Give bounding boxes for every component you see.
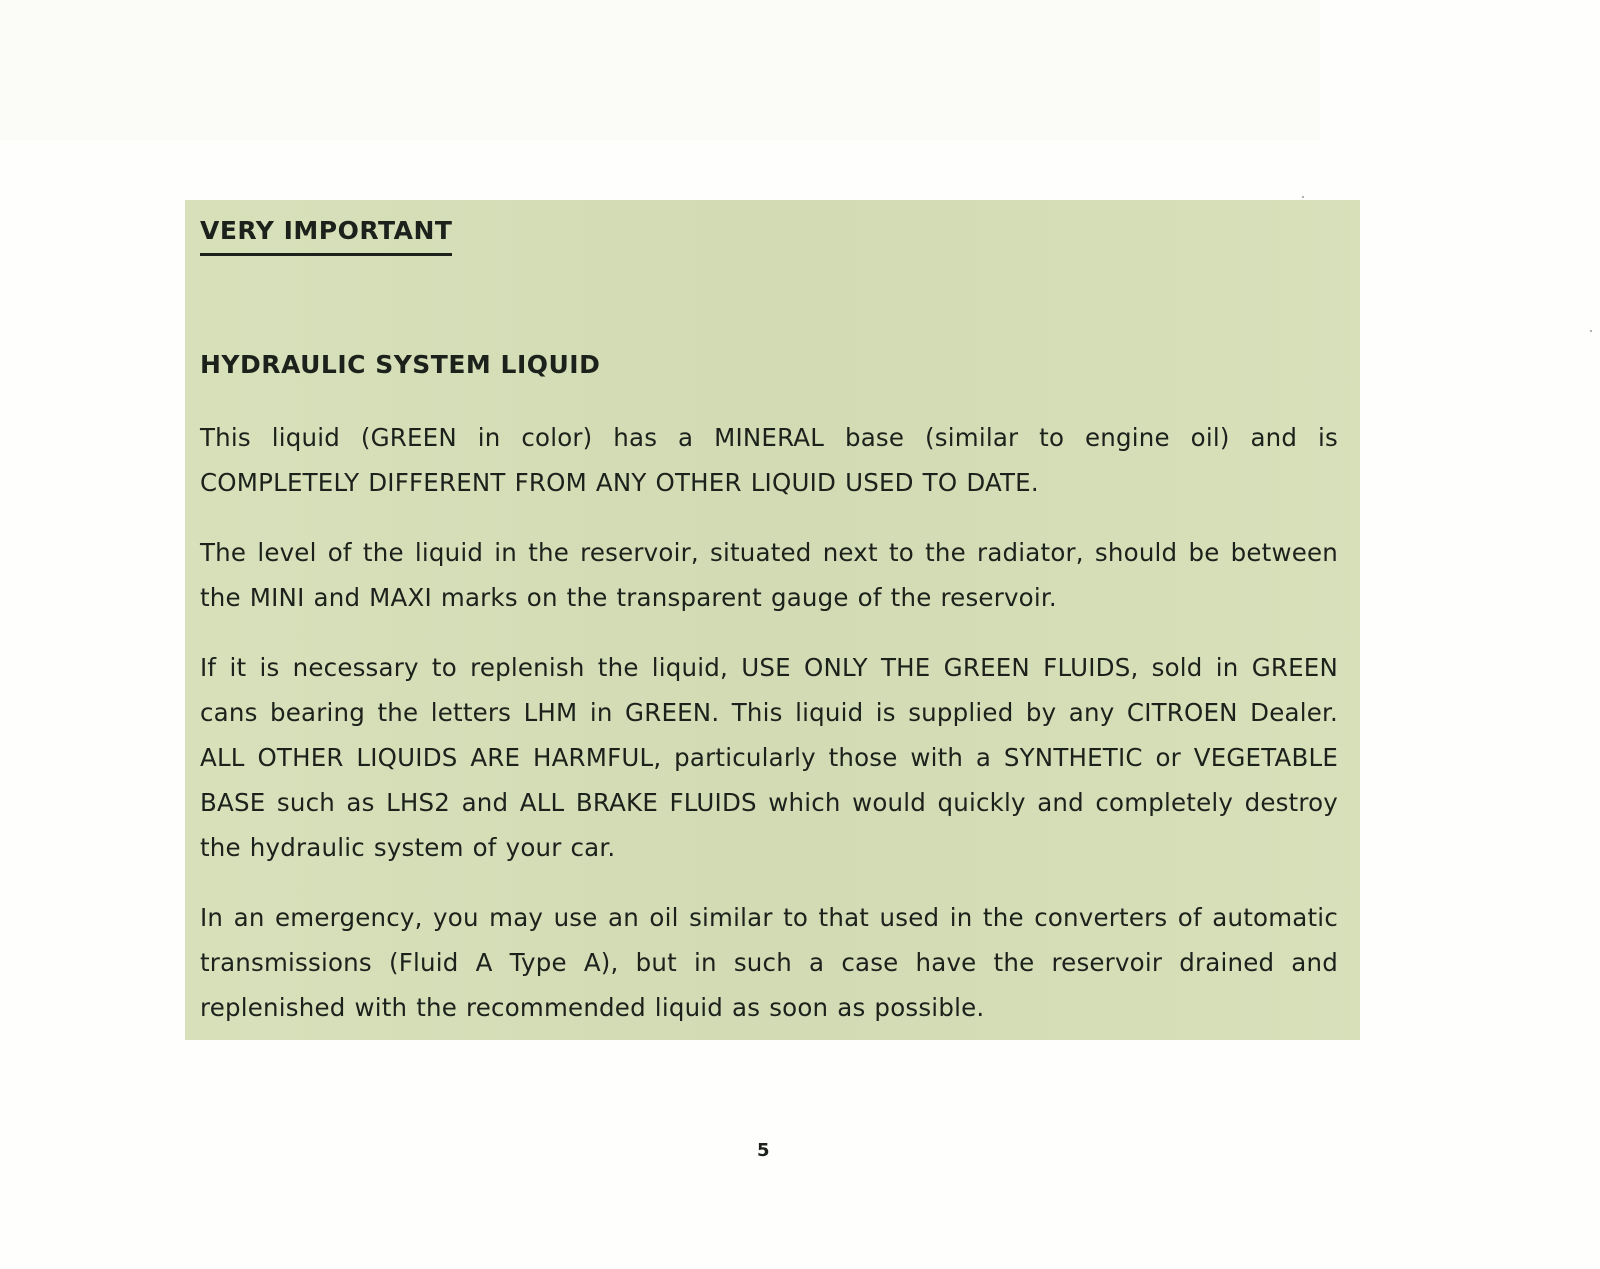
paragraph-emergency: In an emergency, you may use an oil similar to that used in the converters of automatic transmissions (Fluid A Type A), but in such a case have the reservoir drained and replenished with the recommended liquid as soon as possible. [200, 903, 1338, 1022]
notice-body [200, 415, 1338, 1055]
scan-speck [1590, 330, 1592, 332]
scan-speck [1302, 196, 1304, 198]
heading-very-important: VERY IMPORTANT [200, 216, 452, 256]
paragraph-replenish: If it is necessary to replenish the liquid, USE ONLY THE GREEN FLUIDS, sold in GREEN cans bearing the letters LHM in GREEN. This liquid is supplied by any CITROEN Dealer. ALL OTHER LIQUIDS ARE HARMFUL, particularly those with a SYNTHETIC or VEGETABLE BASE such as LHS2 and ALL BRAKE FLUIDS which would quickly and completely destroy the hydraulic system of your car. [200, 653, 1338, 862]
page-number: 5 [757, 1140, 770, 1161]
notice-panel [185, 200, 1360, 1040]
paragraph-reservoir-level: The level of the liquid in the reservoir, situated next to the radiator, should be between the MINI and MAXI marks on the transparent gauge of the reservoir. [200, 538, 1338, 612]
paragraph-mineral-base: This liquid (GREEN in color) has a MINERAL base (similar to engine oil) and is COMPLETELY DIFFERENT FROM ANY OTHER LIQUID USED TO DATE. [200, 423, 1338, 497]
scan-top-band [0, 0, 1320, 140]
heading-hydraulic-system-liquid: HYDRAULIC SYSTEM LIQUID [200, 350, 601, 379]
